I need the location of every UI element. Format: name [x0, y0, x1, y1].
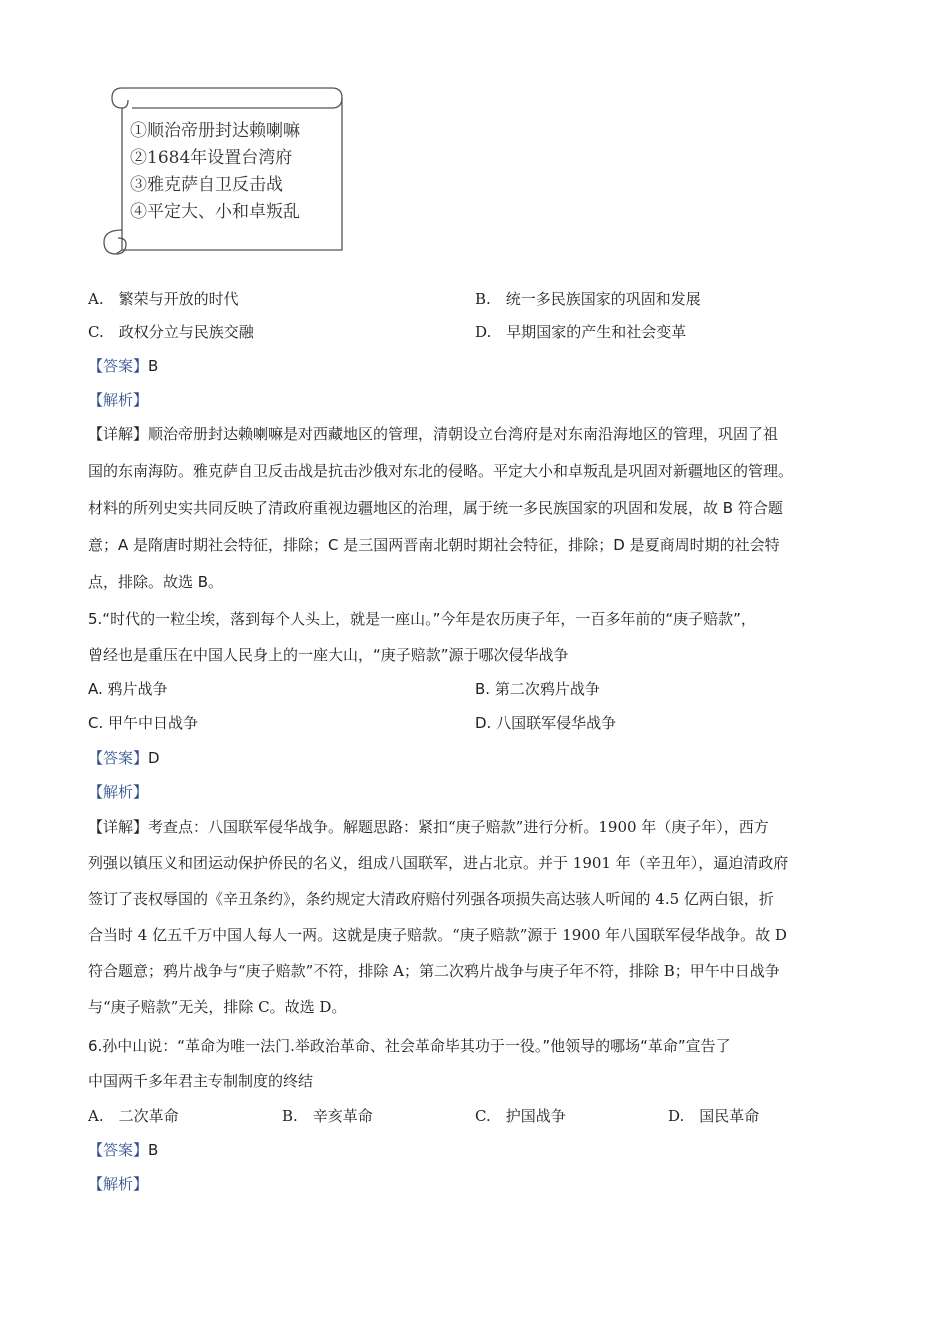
q4-detail-line: 意；A 是隋唐时期社会特征，排除；C 是三国两晋南北朝时期社会特征，排除；D 是夏商周时期的社会特 [88, 536, 780, 554]
answer-label: 【答案】 [88, 1141, 149, 1159]
q4-detail-line: 材料的所列史实共同反映了清政府重视边疆地区的治理，属于统一多民族国家的巩固和发展，故 B 符合题 [88, 499, 783, 517]
q5-option-a: A. 鸦片战争 [88, 680, 168, 698]
detail-label: 【详解】 [88, 818, 149, 836]
answer-value: B [148, 357, 159, 375]
detail-text: 考查点：八国联军侵华战争。解题思路：紧扣“庚子赔款”进行分析。1900 年（庚子年），西方 [148, 818, 769, 836]
q6-answer [88, 1139, 878, 1160]
scroll-item: ④平定大、小和卓叛乱 [130, 202, 300, 222]
q6-analysis-label: 【解析】 [88, 1175, 149, 1193]
detail-label: 【详解】 [88, 425, 149, 443]
detail-text: 顺治帝册封达赖喇嘛是对西藏地区的管理，清朝设立台湾府是对东南沿海地区的管理，巩固了祖 [148, 425, 779, 443]
q5-option-c: C. 甲午中日战争 [88, 714, 199, 732]
q5-stem: 曾经也是重压在中国人民身上的一座大山，“庚子赔款”源于哪次侵华战争 [88, 646, 569, 664]
q5-analysis-label: 【解析】 [88, 783, 149, 801]
answer-value: D [148, 749, 160, 767]
scroll-illustration [92, 80, 354, 255]
q4-option-a: A. 繁荣与开放的时代 [88, 290, 239, 308]
q6-stem: 6.孙中山说：“革命为唯一法门.举政治革命、社会革命毕其功于一役。”他领导的哪场“革命”宣告了 [88, 1037, 731, 1055]
q5-detail-line: 符合题意；鸦片战争与“庚子赔款”不符，排除 A；第二次鸦片战争与庚子年不符，排除 B；甲午中日战争 [88, 962, 780, 980]
q5-detail-line: 签订了丧权辱国的《辛丑条约》，条约规定大清政府赔付列强各项损失高达骇人听闻的 4.5 亿两白银，折 [88, 890, 774, 908]
q5-detail-line: 列强以镇压义和团运动保护侨民的名义，组成八国联军，进占北京。并于 1901 年（辛丑年），逼迫清政府 [88, 854, 789, 872]
scroll-item: ③雅克萨自卫反击战 [130, 175, 283, 195]
q4-detail-line: 国的东南海防。雅克萨自卫反击战是抗击沙俄对东北的侵略。平定大小和卓叛乱是巩固对新疆地区的管理。 [88, 462, 794, 480]
q5-detail-line: 与“庚子赔款”无关，排除 C。故选 D。 [88, 998, 347, 1016]
q4-answer [88, 355, 878, 376]
q4-detail-line: 点，排除。故选 B。 [88, 573, 224, 591]
q4-option-b: B. 统一多民族国家的巩固和发展 [475, 290, 701, 308]
q5-detail-line [88, 816, 878, 837]
q5-answer [88, 747, 878, 768]
q6-stem: 中国两千多年君主专制制度的终结 [88, 1072, 314, 1090]
scroll-text [130, 118, 350, 226]
scroll-item: ①顺治帝册封达赖喇嘛 [130, 121, 300, 141]
q5-option-b: B. 第二次鸦片战争 [475, 680, 600, 698]
q4-detail-line [88, 423, 878, 444]
answer-label: 【答案】 [88, 749, 149, 767]
q6-option-a: A. 二次革命 [88, 1107, 179, 1125]
answer-value: B [148, 1141, 159, 1159]
answer-label: 【答案】 [88, 357, 149, 375]
q5-detail-line: 合当时 4 亿五千万中国人每人一两。这就是庚子赔款。“庚子赔款”源于 1900 年八国联军侵华战争。故 D [88, 926, 787, 944]
q4-option-c: C. 政权分立与民族交融 [88, 323, 254, 341]
q6-option-b: B. 辛亥革命 [282, 1107, 373, 1125]
q4-option-d: D. 早期国家的产生和社会变革 [475, 323, 687, 341]
q4-analysis-label: 【解析】 [88, 391, 149, 409]
q5-stem: 5.“时代的一粒尘埃，落到每个人头上，就是一座山。”今年是农历庚子年，一百多年前的“庚子赔款”， [88, 610, 756, 628]
scroll-item: ②1684年设置台湾府 [130, 148, 293, 168]
q5-option-d: D. 八国联军侵华战争 [475, 714, 617, 732]
q6-option-c: C. 护国战争 [475, 1107, 566, 1125]
q6-option-d: D. 国民革命 [668, 1107, 760, 1125]
